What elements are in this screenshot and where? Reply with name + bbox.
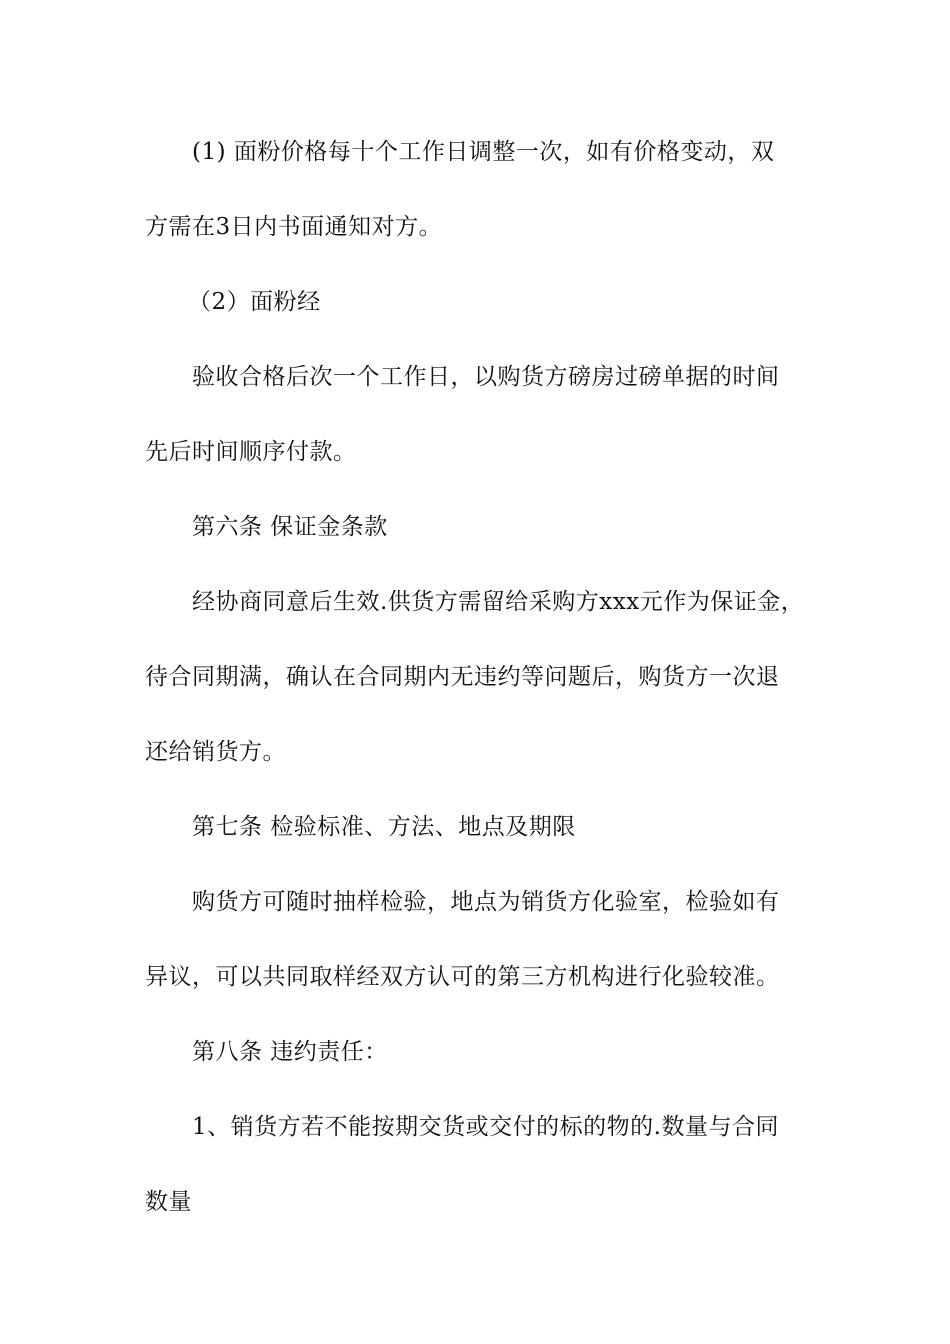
paragraph-line: 1、销货方若不能按期交货或交付的标的物的.数量与合同 <box>192 1114 779 1140</box>
paragraph-line: 数量 <box>145 1189 192 1215</box>
section-heading: 第八条 违约责任： <box>192 1039 388 1065</box>
paragraph-line: 还给销货方。 <box>145 739 286 765</box>
paragraph-line: 先后时间顺序付款。 <box>145 439 357 465</box>
paragraph-line: 经协商同意后生效.供货方需留给采购方xxx元作为保证金， <box>192 589 805 615</box>
paragraph-line: (1) 面粉价格每十个工作日调整一次，如有价格变动，双 <box>192 139 775 165</box>
paragraph-line: 购货方可随时抽样检验，地点为销货方化验室，检验如有 <box>192 889 780 915</box>
section-heading: 第七条 检验标准、方法、地点及期限 <box>192 814 576 840</box>
paragraph-line: 异议，可以共同取样经双方认可的第三方机构进行化验较准。 <box>145 964 780 990</box>
paragraph-line: 验收合格后次一个工作日，以购货方磅房过磅单据的时间 <box>192 364 780 390</box>
paragraph-line: 方需在3日内书面通知对方。 <box>145 214 443 240</box>
paragraph-line: 待合同期满，确认在合同期内无违约等问题后，购货方一次退 <box>145 664 780 690</box>
section-heading: 第六条 保证金条款 <box>192 514 388 540</box>
paragraph-line: （2）面粉经 <box>188 289 321 315</box>
